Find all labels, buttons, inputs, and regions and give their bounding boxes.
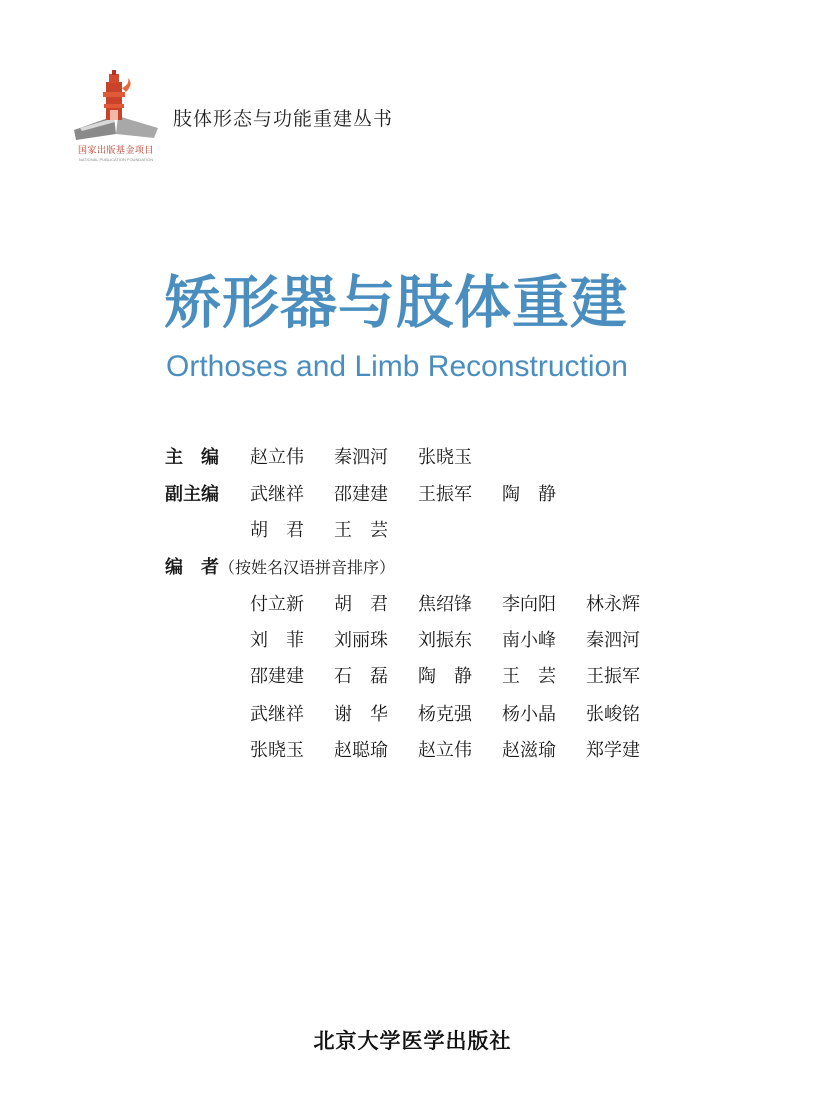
editor-name: 胡 君 <box>250 520 304 541</box>
author-name: 焦绍锋 <box>418 594 472 615</box>
logo-caption: 国家出版基金项目 <box>77 146 154 156</box>
authors-row-1 <box>250 593 670 617</box>
author-name: 刘丽珠 <box>334 630 388 651</box>
author-name: 陶 静 <box>418 666 472 687</box>
author-name: 刘振东 <box>418 630 472 651</box>
authors-label-text: 编 者 <box>165 557 219 578</box>
author-name: 刘 菲 <box>250 630 304 651</box>
author-name: 秦泗河 <box>586 630 640 651</box>
editor-name: 邵建建 <box>334 484 388 505</box>
author-name: 王振军 <box>586 666 640 687</box>
authors-sort-note: （按姓名汉语拼音排序） <box>219 558 396 577</box>
publisher-name: 北京大学医学出版社 <box>313 1029 512 1053</box>
editor-name: 王 芸 <box>334 520 388 541</box>
book-title-english: Orthoses and Limb Reconstruction <box>166 350 628 383</box>
author-name: 张晓玉 <box>250 740 304 761</box>
book-title-chinese: 矫形器与肢体重建 <box>164 269 628 336</box>
series-title: 肢体形态与功能重建丛书 <box>173 108 394 130</box>
author-name: 赵滋瑜 <box>502 740 556 761</box>
author-name: 武继祥 <box>250 704 304 725</box>
editor-name: 秦泗河 <box>334 447 388 468</box>
author-name: 谢 华 <box>334 704 388 725</box>
author-name: 林永辉 <box>586 594 640 615</box>
logo-emblem-icon <box>66 68 166 146</box>
author-name: 石 磊 <box>334 666 388 687</box>
editor-name: 赵立伟 <box>250 447 304 468</box>
author-name: 胡 君 <box>334 594 388 615</box>
authors-row-5 <box>250 739 670 763</box>
author-name: 杨小晶 <box>502 704 556 725</box>
author-name: 赵聪瑜 <box>334 740 388 761</box>
logo-subcaption: NATIONAL PUBLICATION FOUNDATION <box>78 157 154 162</box>
author-name: 郑学建 <box>586 740 640 761</box>
editor-name: 张晓玉 <box>418 447 472 468</box>
national-publication-fund-logo <box>66 68 166 164</box>
author-name: 张峻铭 <box>586 704 640 725</box>
authors-row-4 <box>250 703 670 727</box>
author-name: 王 芸 <box>502 666 556 687</box>
editor-name: 王振军 <box>418 484 472 505</box>
author-name: 赵立伟 <box>418 740 472 761</box>
author-name: 邵建建 <box>250 666 304 687</box>
deputy-editor-names-row-1 <box>250 483 586 507</box>
authors-row-2 <box>250 629 670 653</box>
author-name: 付立新 <box>250 594 304 615</box>
author-name: 南小峰 <box>502 630 556 651</box>
chief-editor-label: 主 编 <box>165 447 219 468</box>
deputy-editor-label: 副主编 <box>165 484 219 505</box>
editor-name: 武继祥 <box>250 484 304 505</box>
editor-name: 陶 静 <box>502 484 556 505</box>
deputy-editor-names-row-2 <box>250 519 418 543</box>
chief-editor-names <box>250 446 502 470</box>
author-name: 杨克强 <box>418 704 472 725</box>
authors-row-3 <box>250 665 670 689</box>
author-name: 李向阳 <box>502 594 556 615</box>
authors-label <box>165 556 395 580</box>
